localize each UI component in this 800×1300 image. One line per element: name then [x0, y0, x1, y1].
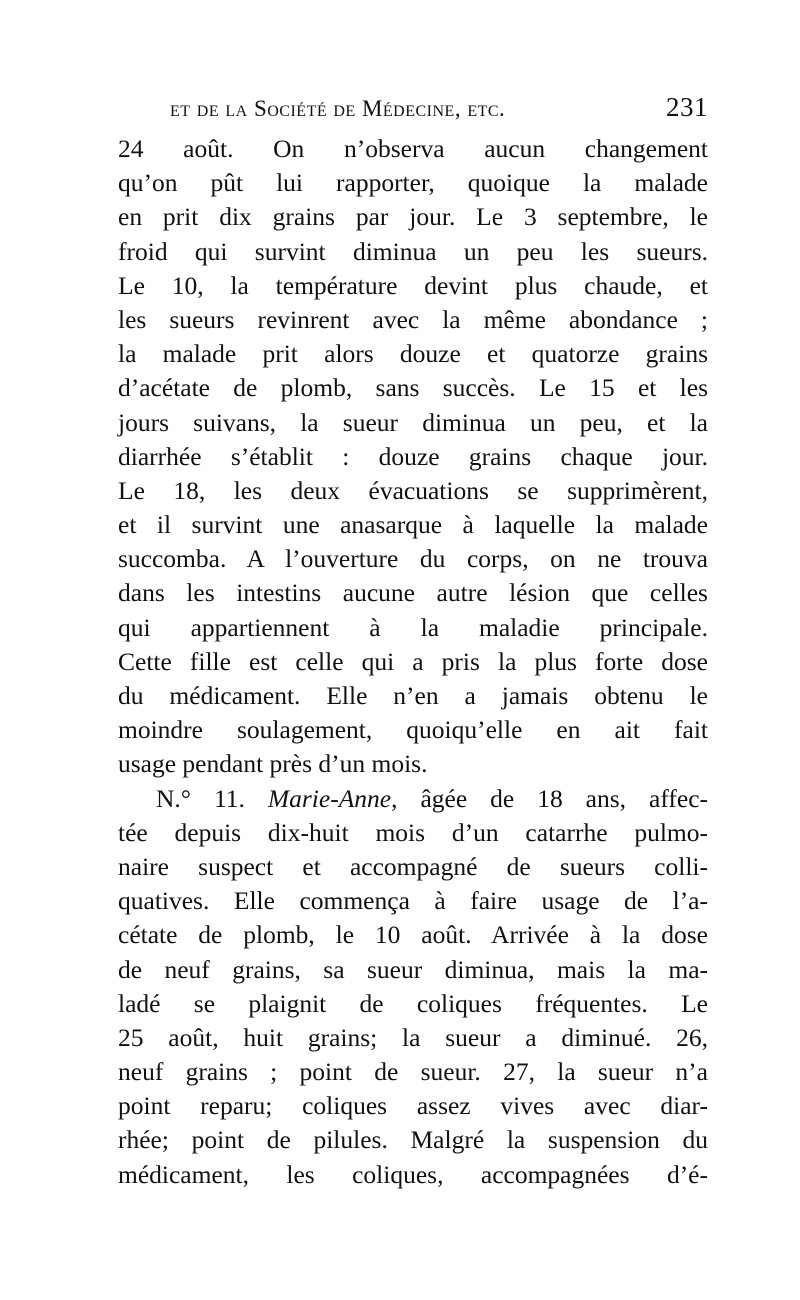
- text-line: dans les intestins aucune autre lésion que celles: [118, 578, 708, 608]
- text-line: succomba. A l’ouverture du corps, on ne trouva: [118, 544, 708, 574]
- case-number: N.° 11.: [156, 783, 245, 813]
- text-line: en prit dix grains par jour. Le 3 septembre, le: [118, 202, 708, 232]
- text-line: tée depuis dix-huit mois d’un catarrhe pulmo-: [118, 817, 708, 847]
- text-line: froid qui survint diminua un peu les sueurs.: [118, 236, 708, 266]
- text-line: ladé se plaignit de coliques fréquentes. Le: [118, 988, 708, 1018]
- case-patient-name: Marie-Anne: [267, 783, 392, 813]
- case-heading-line: [118, 782, 708, 816]
- text-line: naire suspect et accompagné de sueurs colli-: [118, 851, 708, 881]
- text-line: moindre soulagement, quoiqu’elle en ait fait: [118, 715, 708, 745]
- running-head-title: et de la Société de Médecine, etc.: [170, 96, 506, 121]
- text-line: usage pendant près d’un mois.: [118, 749, 428, 779]
- text-line: quatives. Elle commença à faire usage de l’a-: [118, 886, 708, 916]
- text-line: Cette fille est celle qui a pris la plus forte dose: [118, 646, 708, 676]
- text-line: et il survint une anasarque à laquelle la malade: [118, 510, 708, 540]
- text-line: diarrhée s’établit : douze grains chaque jour.: [118, 441, 708, 471]
- text-line: qu’on pût lui rapporter, quoique la malade: [118, 168, 708, 198]
- text-line: médicament, les coliques, accompagnées d’é-: [118, 1159, 708, 1189]
- text-line: de neuf grains, sa sueur diminua, mais la ma-: [118, 954, 708, 984]
- text-line: Le 10, la température devint plus chaude, et: [118, 270, 708, 300]
- text-line: d’acétate de plomb, sans succès. Le 15 et les: [118, 373, 708, 403]
- text-line: 25 août, huit grains; la sueur a diminué. 26,: [118, 1022, 708, 1052]
- page-number: 231: [666, 92, 708, 122]
- case-first-line-rest: , âgée de 18 ans, affec-: [391, 783, 709, 813]
- running-head: [170, 92, 708, 132]
- text-line: du médicament. Elle n’en a jamais obtenu le: [118, 681, 708, 710]
- text-line: cétate de plomb, le 10 août. Arrivée à la dose: [118, 920, 708, 950]
- body-text: [118, 132, 708, 1192]
- text-line: la malade prit alors douze et quatorze grains: [118, 339, 708, 369]
- text-line: jours suivans, la sueur diminua un peu, et la: [118, 407, 708, 437]
- text-line: qui appartiennent à la maladie principale.: [118, 612, 708, 642]
- text-line: rhée; point de pilules. Malgré la suspension du: [118, 1125, 708, 1155]
- text-line: point reparu; coliques assez vives avec diar-: [118, 1091, 708, 1121]
- text-line: neuf grains ; point de sueur. 27, la sueur n’a: [118, 1057, 708, 1087]
- text-line: les sueurs revinrent avec la même abondance ;: [118, 304, 708, 334]
- text-line: Le 18, les deux évacuations se supprimèrent,: [118, 475, 708, 505]
- text-line: 24 août. On n’observa aucun changement: [118, 134, 708, 163]
